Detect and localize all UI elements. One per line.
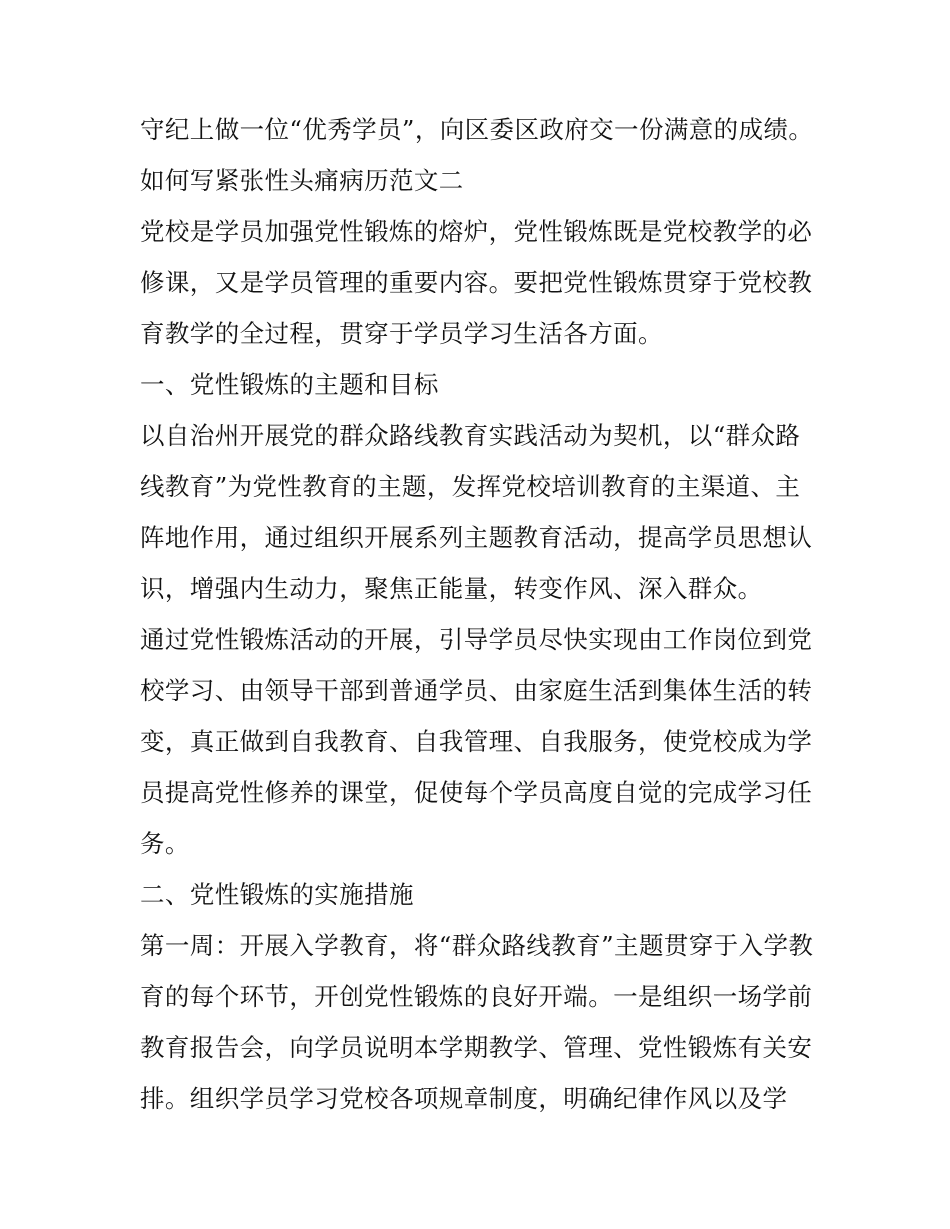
text-line: 阵地作用，通过组织开展系列主题教育活动，提高学员思想认 <box>140 523 813 552</box>
document-body <box>140 104 820 1124</box>
section-heading: 二、党性锻炼的实施措施 <box>140 880 414 909</box>
text-line: 修课，又是学员管理的重要内容。要把党性锻炼贯穿于党校教 <box>140 268 813 297</box>
text-line: 第一周：开展入学教育，将“群众路线教育”主题贯穿于入学教 <box>140 931 814 960</box>
section-heading: 一、党性锻炼的主题和目标 <box>140 370 439 399</box>
text-line: 务。 <box>140 829 190 858</box>
text-line: 通过党性锻炼活动的开展，引导学员尽快实现由工作岗位到党 <box>140 625 813 654</box>
text-line: 党校是学员加强党性锻炼的熔炉，党性锻炼既是党校教学的必 <box>140 217 813 246</box>
section-heading: 如何写紧张性头痛病历范文二 <box>140 166 464 195</box>
text-line: 育的每个环节，开创党性锻炼的良好开端。一是组织一场学前 <box>140 982 813 1011</box>
text-line: 员提高党性修养的课堂，促使每个学员高度自觉的完成学习任 <box>140 778 813 807</box>
text-line: 变，真正做到自我教育、自我管理、自我服务，使党校成为学 <box>140 727 813 756</box>
text-line: 教育报告会，向学员说明本学期教学、管理、党性锻炼有关安 <box>140 1033 813 1062</box>
text-line: 识，增强内生动力，聚焦正能量，转变作风、深入群众。 <box>140 574 763 603</box>
text-line: 排。组织学员学习党校各项规章制度，明确纪律作风以及学 <box>140 1084 788 1113</box>
text-line: 线教育”为党性教育的主题，发挥党校培训教育的主渠道、主 <box>140 472 801 501</box>
text-line: 以自治州开展党的群众路线教育实践活动为契机，以“群众路 <box>140 421 801 450</box>
text-line: 守纪上做一位“优秀学员”，向区委区政府交一份满意的成绩。 <box>140 115 814 144</box>
text-line: 校学习、由领导干部到普通学员、由家庭生活到集体生活的转 <box>140 676 813 705</box>
text-line: 育教学的全过程，贯穿于学员学习生活各方面。 <box>140 319 663 348</box>
